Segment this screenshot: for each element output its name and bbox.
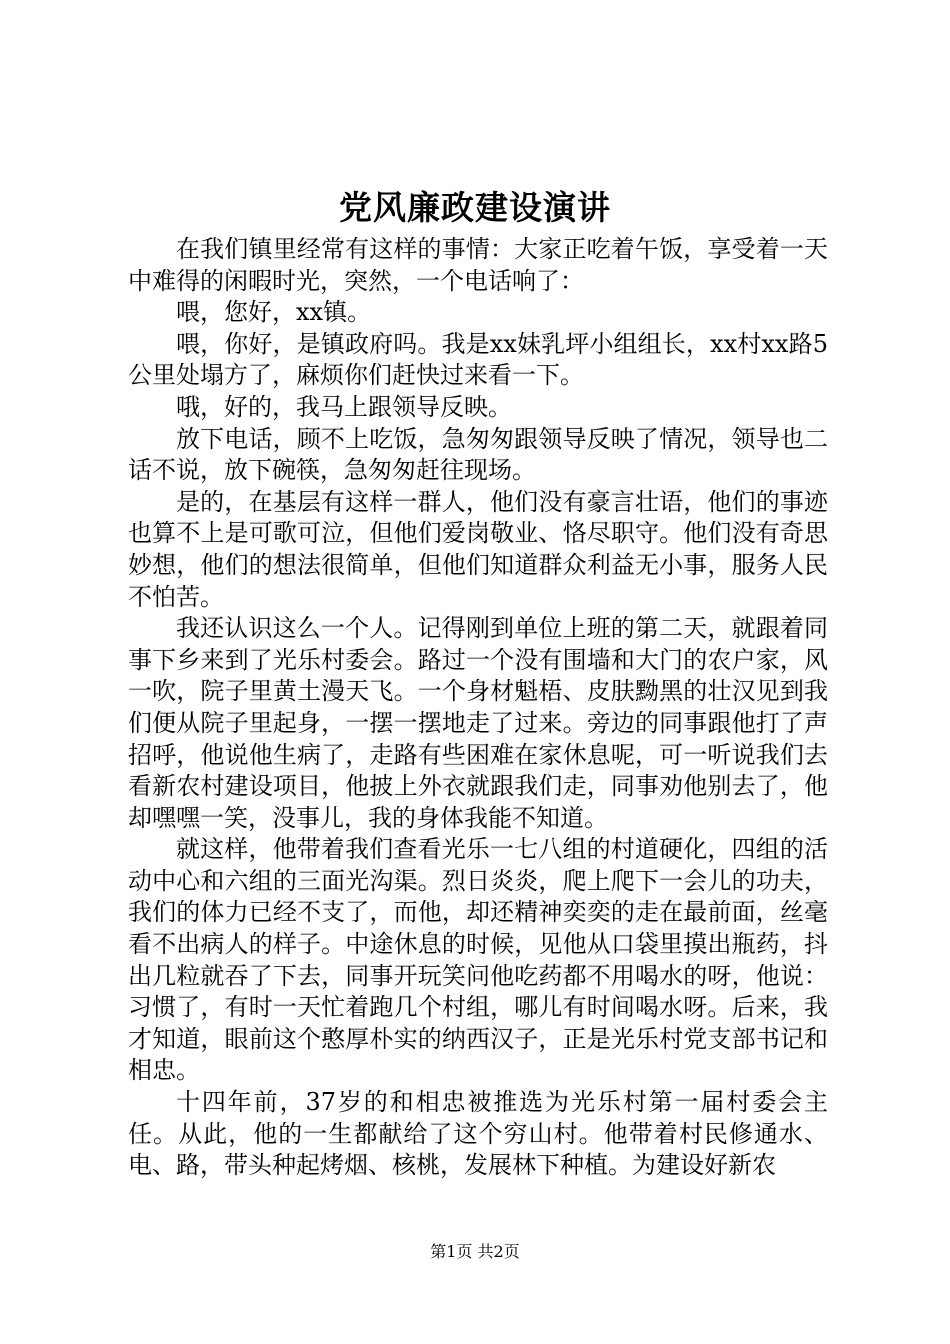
- document-body: [128, 234, 828, 1182]
- paragraph: 喂，您好，xx镇。: [176, 298, 372, 327]
- paragraph: 十四年前，37岁的和相忠被推选为光乐村第一届村委会主任。从此，他的一生都献给了这个穷山村。他带着村民修通水、电、路，带头种起烤烟、核桃，发展林下种植。为建设好新农: [128, 1088, 828, 1180]
- paragraph: 是的，在基层有这样一群人，他们没有豪言壮语，他们的事迹也算不上是可歌可泣，但他们爱岗敬业、恪尽职守。他们没有奇思妙想，他们的想法很简单，但他们知道群众利益无小事，服务人民不怕苦。: [128, 487, 828, 611]
- page-footer: 第1页 共2页: [430, 1242, 520, 1261]
- paragraph: 喂，你好，是镇政府吗。我是xx妹乳坪小组组长，xx村xx路5公里处塌方了，麻烦你们赶快过来看一下。: [128, 329, 828, 390]
- paragraph: 在我们镇里经常有这样的事情：大家正吃着午饭，享受着一天中难得的闲暇时光，突然，一个电话响了：: [128, 235, 828, 295]
- paragraph: 放下电话，顾不上吃饭，急匆匆跟领导反映了情况，领导也二话不说，放下碗筷，急匆匆赶往现场。: [128, 424, 828, 485]
- paragraph: 我还认识这么一个人。记得刚到单位上班的第二天，就跟着同事下乡来到了光乐村委会。路过一个没有围墙和大门的农户家，风一吹，院子里黄土漫天飞。一个身材魁梧、皮肤黝黑的壮汉见到我们便从院子里起身，一摆一摆地走了过来。旁边的同事跟他打了声招呼，他说他生病了，走路有些困难在家休息呢，可一听说我们去看新农村建设项目，他披上外衣就跟我们走，同事劝他别去了，他却嘿嘿一笑，没事儿，我的身体我能不知道。: [128, 614, 828, 832]
- paragraph: 就这样，他带着我们查看光乐一七八组的村道硬化，四组的活动中心和六组的三面光沟渠。烈日炎炎，爬上爬下一会儿的功夫，我们的体力已经不支了，而他，却还精神奕奕的走在最前面，丝毫看不出病人的样子。中途休息的时候，见他从口袋里摸出瓶药，抖出几粒就吞了下去，同事开玩笑问他吃药都不用喝水的呀，他说：习惯了，有时一天忙着跑几个村组，哪儿有时间喝水呀。后来，我才知道，眼前这个憨厚朴实的纳西汉子，正是光乐村党支部书记和相忠。: [128, 835, 828, 1085]
- paragraph: 哦，好的，我马上跟领导反映。: [176, 392, 512, 421]
- document-title: 党风廉政建设演讲: [339, 188, 611, 227]
